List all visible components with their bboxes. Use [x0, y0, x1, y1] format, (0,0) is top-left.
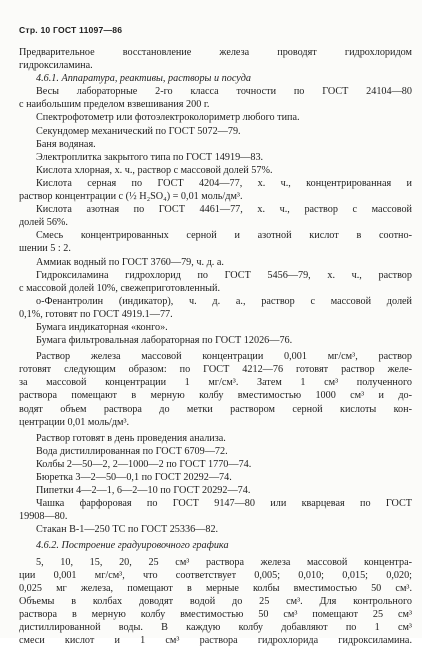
text-line: Раствор готовят в день проведения анализа.	[36, 432, 226, 444]
text-line: дистиллированной воды. В каждую колбу добавляют по 1 см³	[19, 622, 412, 634]
text-line: Колбы 2—50—2, 2—1000—2 по ГОСТ 1770—74.	[36, 458, 252, 470]
text-line: о-Фенантролин (индикатор), ч. д. а., раствор с массовой долей	[36, 295, 412, 307]
text-line: готовят следующим образом: по ГОСТ 4212—76 готовят раствор желе-	[19, 364, 412, 376]
text-line: Гидроксиламина гидрохлорид по ГОСТ 5456—79, х. ч., раствор	[36, 269, 412, 281]
text-line: Спектрофотометр или фотоэлектроколориметр любого типа.	[36, 112, 300, 124]
text-line: Кислота азотная по ГОСТ 4461—77, х. ч., раствор с массовой	[36, 204, 412, 216]
text-line: раствор концентрации с (½ H₂SO₄) = 0,01 моль/дм³.	[19, 191, 243, 203]
text-line: Пипетки 4—2—1, 6—2—10 по ГОСТ 20292—74.	[36, 485, 251, 497]
text-line: 4.6.2. Построение градуировочного графика	[36, 540, 229, 552]
text-line: Чашка фарфоровая по ГОСТ 9147—80 или кварцевая по ГОСТ	[36, 498, 412, 510]
text-line: Вода дистиллированная по ГОСТ 6709—72.	[36, 445, 228, 457]
text-line: Бюретка 3—2—50—0,1 по ГОСТ 20292—74.	[36, 472, 232, 483]
text-line: за массовой концентрации 1 мг/см³. Затем 1 см³ полученного	[19, 377, 412, 389]
text-line: ции 0,001 мг/см³, что соответствует 0,005; 0,010; 0,015; 0,020;	[19, 569, 412, 581]
text-line: Бумага фильтровальная лабораторная по ГОСТ 12026—76.	[36, 335, 293, 347]
text-line: Стакан В-1—250 ТС по ГОСТ 25336—82.	[36, 524, 219, 536]
text-line: долей 56%.	[19, 217, 68, 229]
text-line: раствора помещают в мерную колбу вместимостью 1000 см³ и до-	[19, 390, 412, 402]
text-line: 4.6.1. Аппаратура, реактивы, растворы и посуда	[36, 73, 252, 85]
text-line: Кислота серная по ГОСТ 4204—77, х. ч., концентрированная и	[36, 177, 412, 189]
text-line: Бумага индикаторная «конго».	[36, 321, 168, 333]
text-line: Объемы в колбах доводят водой до 25 см³. Для контрольного	[19, 595, 412, 607]
text-line: центрации 0,01 моль/дм³.	[19, 416, 130, 428]
text-line: Смесь концентрированных серной и азотной кислот в соотно-	[36, 230, 412, 242]
text-line: 0,025 мг железа, помещают в мерные колбы вместимостью 50 см³.	[19, 582, 412, 594]
text-line: с наибольшим пределом взвешивания 200 г.	[19, 99, 210, 111]
text-line: водят объем раствора до метки раствором серной кислоты кон-	[19, 403, 412, 415]
text-line: с массовой долей 10%, свежеприготовленный.	[19, 282, 220, 294]
text-line: Раствор железа массовой концентрации 0,001 мг/см³, раствор	[36, 351, 412, 363]
text-line: 5, 10, 15, 20, 25 см³ раствора железа массовой концентра-	[36, 556, 412, 568]
text-line: Электроплитка закрытого типа по ГОСТ 14919—83.	[36, 151, 264, 163]
text-line: смеси кислот и 1 см³ раствора гидрохлорида гидроксиламина.	[19, 635, 412, 647]
text-line: шении 5 : 2.	[19, 243, 71, 255]
text-line: Кислота хлорная, х. ч., раствор с массовой долей 57%.	[36, 164, 273, 176]
text-line: раствора в мерную колбу вместимостью 50 см³ помещают 25 см³	[19, 608, 412, 620]
document-body	[19, 46, 412, 647]
text-line: Баня водяная.	[36, 138, 96, 150]
text-line: Аммиак водный по ГОСТ 3760—79, ч. д. а.	[36, 256, 224, 268]
text-line: гидроксиламина.	[19, 60, 93, 72]
text-line: Предварительное восстановление железа проводят гидрохлоридом	[19, 47, 412, 58]
text-line: 19908—80.	[19, 511, 68, 523]
text-line: 0,1%, готовят по ГОСТ 4919.1—77.	[19, 308, 173, 320]
page-header: Стр. 10 ГОСТ 11097—86	[19, 25, 123, 35]
text-line: Весы лабораторные 2-го класса точности по ГОСТ 24104—80	[36, 86, 412, 98]
text-line: Секундомер механический по ГОСТ 5072—79.	[36, 125, 241, 137]
